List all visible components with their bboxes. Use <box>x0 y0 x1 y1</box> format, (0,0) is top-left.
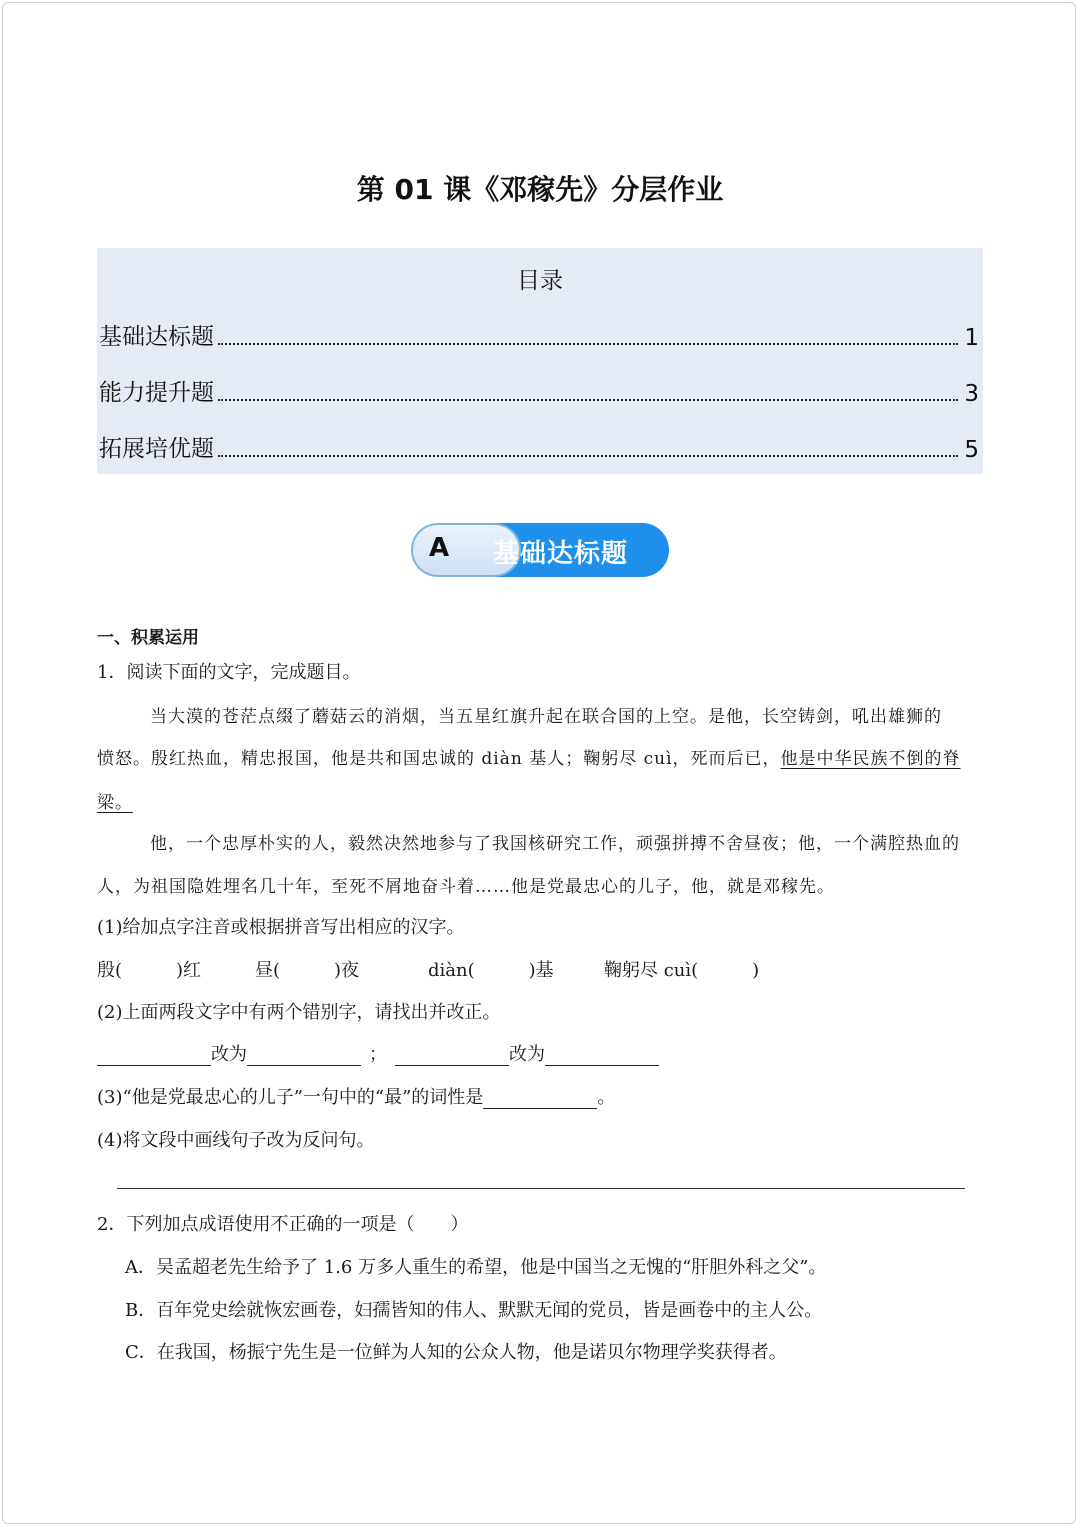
correction-line <box>97 1040 659 1066</box>
toc-item-label: 拓展培优题 <box>99 436 214 462</box>
toc-item-page: 1 <box>964 325 979 351</box>
banner-letter: A <box>429 533 450 563</box>
sub-question-3 <box>97 1083 615 1109</box>
passage-line: 当大漠的苍茫点缀了蘑菇云的消烟，当五星红旗升起在联合国的上空。是他，长空铸剑，吼出雄狮的 <box>150 707 942 727</box>
underlined-sentence: 他是中华民族不倒的脊 <box>780 749 961 769</box>
banner-label: 基础达标题 <box>493 539 629 569</box>
answer-blank[interactable] <box>483 1090 597 1109</box>
toc-item-label: 基础达标题 <box>99 324 214 350</box>
underlined-sentence-end: 梁。 <box>97 793 133 813</box>
toc-leader-dots <box>218 398 958 401</box>
answer-blank-1[interactable]: 殷( )红 <box>97 960 202 981</box>
toc-item-label: 能力提升题 <box>99 380 214 406</box>
option-c[interactable]: C．在我国，杨振宁先生是一位鲜为人知的公众人物，他是诺贝尔物理学奖获得者。 <box>125 1342 787 1363</box>
sub-question-4: (4)将文段中画线句子改为反问句。 <box>97 1130 375 1151</box>
answer-blank[interactable] <box>97 1047 211 1066</box>
toc-item-basic[interactable] <box>99 318 979 351</box>
answer-blank-2[interactable]: 昼( )夜 <box>255 960 360 981</box>
change-label: 改为 <box>509 1044 545 1065</box>
sub-question-2: (2)上面两段文字中有两个错别字，请找出并改正。 <box>97 1002 501 1023</box>
option-a[interactable]: A．吴孟超老先生给予了 1.6 万多人重生的希望，他是中国当之无愧的“肝胆外科之父”。 <box>125 1257 827 1278</box>
sub-question-1: (1)给加点字注音或根据拼音写出相应的汉字。 <box>97 917 465 938</box>
passage-line <box>97 744 961 769</box>
answer-blank-3[interactable]: diàn( )基 <box>428 960 554 981</box>
passage-text: 愤怒。殷红热血，精忠报国，他是共和国忠诚的 diàn 基人；鞠躬尽 cuì，死而后已， <box>97 749 781 769</box>
passage-line: 他，一个忠厚朴实的人，毅然决然地参与了我国核研究工作，顽强拼搏不舍昼夜；他，一个满腔热血的 <box>150 834 960 854</box>
table-of-contents <box>97 248 983 474</box>
page-title: 第 01 课《邓稼先》分层作业 <box>356 173 724 206</box>
section-heading: 一、积累运用 <box>97 628 199 648</box>
option-b[interactable]: B．百年党史绘就恢宏画卷，妇孺皆知的伟人、默默无闻的党员，皆是画卷中的主人公。 <box>125 1300 823 1321</box>
answer-blank-4[interactable]: 鞠躬尽 cuì( ) <box>604 960 760 981</box>
answer-blank[interactable] <box>247 1047 361 1066</box>
question-1-stem: 1．阅读下面的文字，完成题目。 <box>97 662 361 683</box>
toc-item-page: 3 <box>964 381 979 407</box>
answer-blank[interactable] <box>395 1047 509 1066</box>
change-label: 改为 <box>211 1044 247 1065</box>
toc-item-page: 5 <box>964 437 979 463</box>
separator: ； <box>369 1044 387 1065</box>
sub-question-3-text: (3)“他是党最忠心的儿子”一句中的“最”的词性是 <box>97 1087 484 1108</box>
toc-item-improve[interactable] <box>99 374 979 407</box>
toc-heading: 目录 <box>517 268 563 294</box>
passage-line: 人，为祖国隐姓埋名几十年，至死不屑地奋斗着……他是党最忠心的儿子，他，就是邓稼先。 <box>97 877 835 897</box>
section-banner <box>411 523 669 577</box>
question-2-stem: 2．下列加点成语使用不正确的一项是（ ） <box>97 1214 469 1235</box>
sub-question-3-end: 。 <box>597 1087 616 1108</box>
answer-blank[interactable] <box>545 1047 659 1066</box>
answer-line[interactable] <box>117 1188 965 1189</box>
toc-item-extend[interactable] <box>99 430 979 463</box>
toc-leader-dots <box>218 454 958 457</box>
toc-leader-dots <box>218 342 958 345</box>
